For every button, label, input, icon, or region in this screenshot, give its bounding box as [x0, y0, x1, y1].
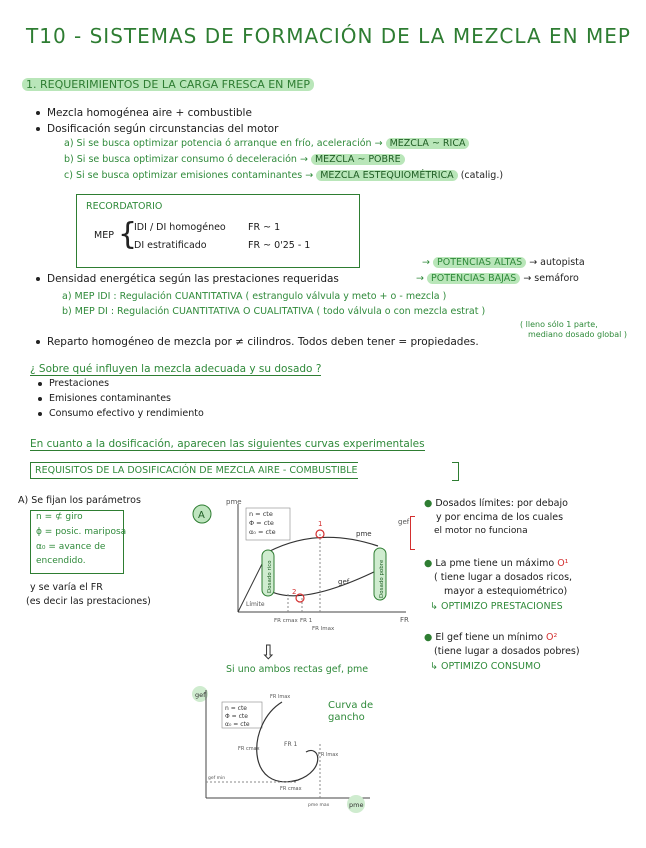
legend-line: α₀ = cte: [249, 528, 276, 536]
dosif-item: [64, 170, 503, 181]
en-cuanto-line: En cuanto a la dosificación, aparecen las siguientes curvas experimentales: [30, 438, 425, 450]
chart-a-ylabel-right: gef: [398, 518, 410, 526]
list-item-text: Dosificación según circunstancias del motor: [47, 123, 279, 135]
chart-a-badge-text: A: [198, 510, 205, 521]
recordatorio-mep: MEP: [94, 230, 114, 241]
list-item-text: Consumo efectivo y rendimiento: [49, 408, 204, 419]
mep-di-note: ( lleno sólo 1 parte,: [520, 320, 598, 329]
dosif-tag: MEZCLA ~ RICA: [386, 138, 470, 149]
brace-icon: {: [118, 217, 138, 252]
curva-gancho-label: Curva de gancho: [328, 700, 374, 723]
legend-line: Φ = cte: [225, 713, 248, 720]
note-mark: O²: [546, 632, 558, 643]
list-item-text: Densidad energética según las prestaciones requeridas: [47, 273, 339, 285]
params-heading: A) Se fijan los parámetros: [18, 495, 141, 506]
list-item-text: Emisiones contaminantes: [49, 393, 172, 404]
list-item: [38, 378, 109, 389]
dosif-extra: (catalig.): [460, 170, 504, 181]
hook-label: FR lmax: [270, 694, 291, 700]
note: ● Dosados límites: por debajo: [424, 498, 568, 509]
hook-label: FR 1: [284, 741, 298, 748]
list-item: [38, 408, 204, 419]
row-left: IDI / DI homogéneo: [134, 222, 226, 233]
potencia-bajas-tag: POTENCIAS BAJAS: [427, 273, 520, 284]
min-marker-label: 2: [292, 588, 297, 596]
section-heading-text: 1. REQUERIMIENTOS DE LA CARGA FRESCA EN MEP: [22, 78, 314, 91]
chart-b-xlabel: pme: [349, 801, 364, 809]
tick-label: FR lmax: [312, 626, 335, 632]
band-lean-label: Dosado pobre: [379, 559, 385, 598]
note: ● La pme tiene un máximo O¹: [424, 558, 569, 569]
chart-b-ylabel: gef: [195, 691, 206, 699]
note-text: y por encima de los cuales: [436, 512, 564, 523]
hook-label: FR cmax: [238, 746, 260, 752]
tick-label: FR cmax: [274, 618, 298, 624]
param-line: encendido.: [36, 556, 86, 566]
legend-line: α₀ = cte: [225, 721, 250, 728]
legend-line: n = cte: [225, 705, 247, 712]
potencia-altas-tag: POTENCIAS ALTAS: [433, 257, 526, 268]
note-text: ( tiene lugar a dosados ricos,: [434, 572, 573, 583]
note-text: mayor a estequiométrico): [444, 586, 568, 597]
note-highlight: ↳ OPTIMIZO CONSUMO: [430, 661, 541, 672]
section-heading: [22, 78, 314, 91]
gef-curve: [268, 570, 378, 596]
page-title: T10 - SISTEMAS DE FORMACIÓN DE LA MEZCLA EN MEP: [26, 24, 631, 48]
max-marker-label: 1: [318, 520, 323, 528]
note-mark: O¹: [557, 558, 569, 569]
dosif-tag: MEZCLA ESTEQUIOMÉTRICA: [316, 170, 457, 181]
dosif-text: b) Si se busca optimizar consumo ó deceleración →: [64, 154, 308, 165]
note-text: Dosados límites: por debajo: [435, 498, 568, 509]
mep-idi-line: a) MEP IDI : Regulación CUANTITATIVA ( estrangulo válvula y meto + o - mezcla ): [62, 291, 447, 302]
tail-line: y se varía el FR: [30, 582, 103, 593]
mep-di-note: mediano dosado global ): [528, 330, 628, 339]
param-line: n = ⊄ giro: [36, 512, 83, 522]
arrow-caption: Si uno ambos rectas gef, pme: [226, 664, 369, 675]
dosif-tag: MEZCLA ~ POBRE: [311, 154, 405, 165]
dosif-text: c) Si se busca optimizar emisiones contaminantes →: [64, 170, 314, 181]
note-text: (tiene lugar a dosados pobres): [434, 646, 580, 657]
band-rich-label: Dosado rico: [267, 560, 273, 593]
recordatorio-row: [134, 222, 226, 233]
red-bracket: [410, 516, 415, 550]
note-text: La pme tiene un máximo: [435, 558, 555, 569]
hook-label: FR cmax: [280, 786, 302, 792]
requisitos-bracket-right: [452, 462, 459, 481]
note: ● El gef tiene un mínimo O²: [424, 632, 558, 643]
axis-annot: gef min: [208, 776, 226, 781]
question-heading: ¿ Sobre qué influyen la mezcla adecuada y su dosado ?: [30, 363, 322, 375]
axis-annot: pme max: [308, 803, 330, 808]
list-item: [36, 107, 252, 119]
chart-a: [188, 494, 416, 640]
potencia-altas-note: → autopista: [529, 257, 585, 268]
potencia-altas: → POTENCIAS ALTAS → autopista: [422, 257, 585, 268]
pme-curve-label: pme: [356, 530, 372, 538]
list-item-text: Mezcla homogénea aire + combustible: [47, 107, 252, 119]
list-item-text: Reparto homogéneo de mezcla por ≠ cilindros. Todos deben tener = propiedades.: [47, 336, 479, 348]
dosif-item: [64, 138, 469, 149]
recordatorio-row-val: FR ~ 0'25 - 1: [248, 240, 311, 251]
list-item: [36, 273, 339, 285]
list-item-text: Prestaciones: [49, 378, 110, 389]
row-left: DI estratificado: [134, 240, 207, 251]
chart-a-xlabel: FR: [400, 616, 409, 624]
recordatorio-row: [134, 240, 207, 251]
hook-label: FR lmax: [318, 752, 339, 758]
chart-a-limit-label: Límite: [246, 601, 265, 608]
chart-a-ylabel: pme: [226, 498, 242, 506]
mep-di-line: b) MEP DI : Regulación CUANTITATIVA O CUALITATIVA ( todo válvula o con mezcla estrat ): [62, 306, 486, 317]
dosif-text: a) Si se busca optimizar potencia ó arranque en frío, aceleración →: [64, 138, 383, 149]
requisitos-bracket-left: [30, 462, 358, 479]
param-line: ϕ = posic. mariposa: [36, 527, 127, 537]
list-item: [38, 393, 171, 404]
note-highlight: ↳ OPTIMIZO PRESTACIONES: [430, 601, 563, 612]
requisitos-text: REQUISITOS DE LA DOSIFICACIÓN DE MEZCLA AIRE - COMBUSTIBLE: [35, 465, 358, 476]
tick-label: FR 1: [300, 618, 313, 624]
down-arrow-icon: ⇩: [260, 640, 277, 664]
tail-line: (es decir las prestaciones): [26, 596, 151, 607]
recordatorio-label: RECORDATORIO: [86, 201, 163, 212]
note-text: El gef tiene un mínimo: [435, 632, 544, 643]
param-line: α₀ = avance de: [36, 542, 106, 552]
potencia-bajas: → POTENCIAS BAJAS → semáforo: [416, 273, 579, 284]
potencia-bajas-note: → semáforo: [523, 273, 579, 284]
list-item: [36, 123, 278, 135]
gef-curve-label: gef: [338, 578, 350, 586]
note-text: el motor no funciona: [434, 526, 528, 536]
legend-line: n = cte: [249, 510, 273, 518]
list-item: [36, 336, 479, 348]
recordatorio-row-val: FR ~ 1: [248, 222, 281, 233]
dosif-item: [64, 154, 405, 165]
legend-line: Φ = cte: [249, 519, 274, 527]
